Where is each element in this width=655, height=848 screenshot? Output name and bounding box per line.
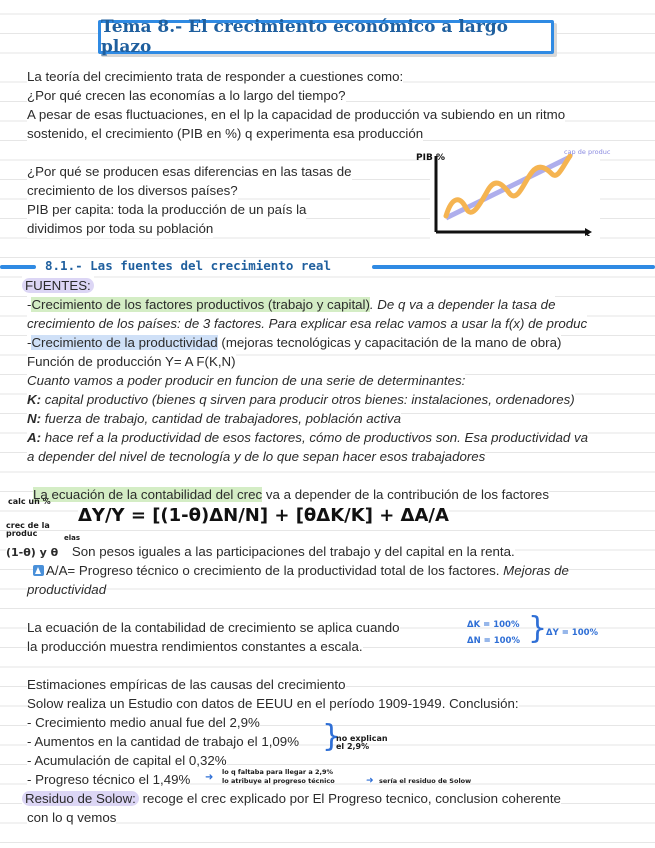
- intro-line-1: La teoría del crecimiento trata de responder a cuestiones como:: [27, 69, 404, 84]
- growth-formula: ΔY/Y = [(1-θ)ΔN/N] + [θΔK/K] + ΔA/A: [78, 505, 449, 526]
- graph-x-label: t: [586, 229, 590, 238]
- estimaciones-line-2: Solow realiza un Estudio con datos de EEUU en el período 1909-1949. Conclusión:: [27, 696, 519, 711]
- estimaciones-bullet-1: - Crecimiento medio anual fue del 2,9%: [27, 715, 260, 730]
- section-header: [0, 258, 655, 276]
- note-dy: ΔY = 100%: [546, 628, 599, 638]
- estimaciones-bullet-2: - Aumentos en la cantidad de trabajo el 1,09%: [27, 734, 300, 749]
- arrow-icon-1: ➜: [205, 772, 214, 783]
- question-line-4: dividimos por toda su población: [27, 221, 214, 236]
- section-title: 8.1.- Las fuentes del crecimiento real: [42, 258, 334, 273]
- fuentes-line-3: -Crecimiento de la productividad (mejoras tecnológicas y capacitación de la mano de obra): [27, 335, 562, 350]
- note-calc: calc un %: [8, 497, 51, 506]
- factores-highlight: Crecimiento de los factores productivos (trabajo y capital): [31, 297, 370, 312]
- ecuacion-highlight: La ecuación de la contabilidad del crec: [33, 487, 263, 502]
- aa-line-2: productividad: [27, 582, 107, 597]
- aa-line: A/A= Progreso técnico o crecimiento de la productividad total de los factores. Mejoras de: [33, 561, 569, 580]
- fuentes-a-line-2: a depender del nivel de tecnología y de lo que sepan hacer esos trabajadores: [27, 449, 486, 464]
- title-box: [98, 17, 554, 57]
- fuentes-a-line: A: hace ref a la productividad de esos factores, cómo de productivos son. Esa productividad va: [27, 430, 588, 445]
- note-falta-1: lo q faltaba para llegar a 2,9%: [222, 768, 334, 776]
- estimaciones-bullet-4: - Progreso técnico el 1,49%: [27, 772, 191, 787]
- fuentes-heading-wrap: [22, 276, 94, 295]
- residuo-highlight: Residuo de Solow:: [22, 791, 139, 806]
- intro-line-3: A pesar de esas fluctuaciones, en el lp la capacidad de producción va subiendo en un ritmo: [27, 107, 566, 122]
- escala-line-2: la producción muestra rendimientos constantes a escala.: [27, 639, 363, 654]
- theta-line: (1-θ) y θ Son pesos iguales a las participaciones del trabajo y del capital en la renta.: [6, 542, 515, 562]
- note-explican: no explican el 2,9%: [336, 734, 388, 751]
- fuentes-line-4: Función de producción Y= A F(K,N): [27, 354, 236, 369]
- note-elas: elas: [64, 534, 81, 542]
- question-line-2: crecimiento de los diversos países?: [27, 183, 238, 198]
- fuentes-line-2: crecimiento de los países: de 3 factores. Para explicar esa relac vamos a usar la f(x) de produc: [27, 316, 588, 331]
- ecuacion-line: La ecuación de la contabilidad del crec va a depender de la contribución de los factores: [33, 487, 549, 502]
- intro-line-2: ¿Por qué crecen las economías a lo largo del tiempo?: [27, 88, 346, 103]
- estimaciones-bullet-3: - Acumulación de capital el 0,32%: [27, 753, 227, 768]
- fuentes-line-5: Cuanto vamos a poder producir en funcion de una serie de determinantes:: [27, 373, 466, 388]
- graph-trend-label: cap de produc: [564, 148, 611, 156]
- fuentes-n-line: N: fuerza de trabajo, cantidad de trabajadores, población activa: [27, 411, 402, 426]
- question-line-3: PIB per capita: toda la producción de un país la: [27, 202, 307, 217]
- page-title: Tema 8.- El crecimiento económico a largo plazo: [101, 17, 509, 57]
- fuentes-line-1: -Crecimiento de los factores productivos (trabajo y capital). De q va a depender la tasa de: [27, 297, 556, 312]
- note-residuo: sería el residuo de Solow: [379, 777, 472, 785]
- fuentes-k-line: K: capital productivo (bienes q sirven para producir otros bienes: instalaciones, ordenadores): [27, 392, 575, 407]
- estimaciones-line-1: Estimaciones empíricas de las causas del crecimiento: [27, 677, 346, 692]
- fuentes-heading: FUENTES:: [22, 278, 94, 293]
- residuo-line-2: con lo q vemos: [27, 810, 117, 825]
- note-falta-2: lo atribuye al progreso técnico: [222, 777, 335, 785]
- graph-y-label: PIB %: [416, 153, 445, 163]
- productividad-highlight: Crecimiento de la productividad: [31, 335, 218, 350]
- brace-icon-2: }: [322, 719, 342, 754]
- intro-line-4: sostenido, el crecimiento (PIB en %) q experimenta esa producción: [27, 126, 424, 141]
- question-line-1: ¿Por qué se producen esas diferencias en las tasas de: [27, 164, 352, 179]
- brace-icon: }: [528, 611, 548, 646]
- escala-line-1: La ecuación de la contabilidad de crecimiento se aplica cuando: [27, 620, 400, 635]
- residuo-line: Residuo de Solow: recoge el crec explicado por El Progreso tecnico, conclusion coherente: [22, 789, 561, 808]
- note-dn: ΔN = 100%: [467, 636, 520, 646]
- note-dk: ΔK = 100%: [467, 620, 520, 630]
- growth-graph: [400, 144, 611, 244]
- delta-icon: [33, 565, 44, 576]
- arrow-icon-2: ➜: [366, 776, 374, 786]
- theta-label: (1-θ) y θ: [6, 546, 59, 559]
- note-crec: crec de la produc: [6, 521, 50, 538]
